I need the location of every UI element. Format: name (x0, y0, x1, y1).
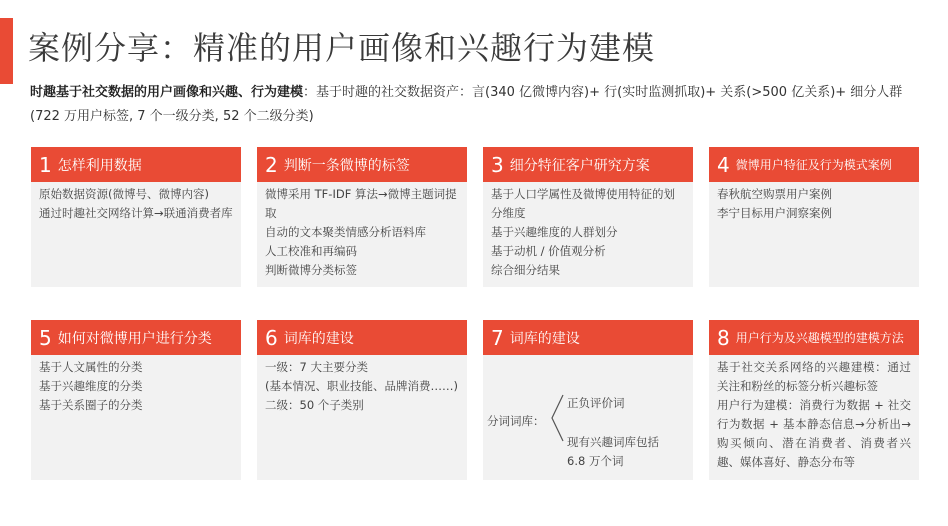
card-body (483, 182, 693, 286)
card-number: 1 (39, 152, 52, 177)
card-line: 春秋航空购票用户案例 (717, 187, 832, 201)
intro-paragraph (30, 81, 910, 129)
card-user-cases (709, 147, 919, 287)
card-header (31, 147, 241, 182)
card-header (31, 320, 241, 355)
card-line: 基于关系圈子的分类 (39, 398, 143, 412)
card-how-to-use-data (31, 147, 241, 287)
card-body (31, 355, 241, 421)
card-line: 人工校准和再编码 (265, 244, 357, 258)
card-body (709, 355, 919, 478)
lexicon-label: 分词词库： (487, 414, 545, 428)
card-header (709, 320, 919, 355)
card-lexicon-building-2 (483, 320, 693, 480)
card-number: 2 (265, 152, 278, 177)
card-title: 怎样利用数据 (57, 157, 142, 174)
card-title: 用户行为及兴趣模型的建模方法 (735, 331, 904, 345)
card-line: 综合细分结果 (491, 263, 560, 277)
card-lexicon-building-1 (257, 320, 467, 480)
card-title: 词库的建设 (509, 330, 580, 347)
card-body (709, 182, 919, 229)
card-body (257, 355, 467, 421)
card-line: 基于人口学属性及微博使用特征的划分维度 (491, 187, 675, 220)
card-number: 5 (39, 325, 52, 350)
card-header (483, 147, 693, 182)
lexicon-branch: 现有兴趣词库包括 6.8 万个词 (567, 435, 659, 468)
card-number: 3 (491, 152, 504, 177)
card-segment-research (483, 147, 693, 287)
card-title: 判断一条微博的标签 (283, 157, 410, 174)
page-title: 案例分享：精准的用户画像和兴趣行为建模 (28, 29, 656, 67)
card-header (257, 320, 467, 355)
title-accent-bar (0, 18, 13, 84)
card-line: 通过时趣社交网络计算→联通消费者库 (39, 206, 233, 220)
card-number: 6 (265, 325, 278, 350)
card-header (483, 320, 693, 355)
card-modeling-method (709, 320, 919, 480)
card-line: 原始数据资源(微博号、微博内容) (39, 187, 209, 201)
card-body (257, 182, 467, 286)
card-header (257, 147, 467, 182)
card-line: 自动的文本聚类情感分析语料库 (265, 225, 426, 239)
card-title: 词库的建设 (283, 330, 354, 347)
intro-bold: 时趣基于社交数据的用户画像和兴趣、行为建模 (30, 85, 304, 100)
card-line: 基于兴趣维度的分类 (39, 379, 143, 393)
card-line: 用户行为建模：消费行为数据 + 社交行为数据 + 基本静态信息→分析出→购买倾向、潜在消费者、消费者兴趣、媒体喜好、静态分布等 (717, 398, 911, 469)
card-number: 4 (717, 152, 730, 177)
card-line: (基本情况、职业技能、品牌消费……) (265, 379, 458, 393)
intro-rest: ：基于时趣的社交数据资产：言(340 亿微博内容)+ 行(实时监测抓取)+ 关系(>500 亿关系)+ 细分人群(722 万用户标签, 7 个一级分类, 52 个二级分类) (30, 85, 903, 124)
card-line: 一级：7 大主要分类 (265, 360, 368, 374)
card-line: 基于兴趣维度的人群划分 (491, 225, 618, 239)
card-line: 微博采用 TF-IDF 算法→微博主题词提取 (265, 187, 457, 220)
card-header (709, 147, 919, 182)
card-line: 基于社交关系网络的兴趣建模：通过关注和粉丝的标签分析兴趣标签 (717, 360, 911, 393)
lexicon-tree (483, 355, 693, 475)
card-title: 微博用户特征及行为模式案例 (735, 158, 892, 172)
card-weibo-tags (257, 147, 467, 287)
lexicon-branch: 正负评价词 (567, 396, 625, 410)
card-number: 7 (491, 325, 504, 350)
card-classify-users (31, 320, 241, 480)
card-title: 细分特征客户研究方案 (509, 157, 650, 174)
card-number: 8 (717, 325, 730, 350)
card-line: 李宁目标用户洞察案例 (717, 206, 832, 220)
card-title: 如何对微博用户进行分类 (57, 330, 212, 347)
card-line: 判断微博分类标签 (265, 263, 357, 277)
card-body (31, 182, 241, 229)
card-line: 基于人文属性的分类 (39, 360, 143, 374)
card-line: 二级：50 个子类别 (265, 398, 364, 412)
card-line: 基于动机 / 价值观分析 (491, 244, 606, 258)
brace-icon (549, 393, 565, 443)
